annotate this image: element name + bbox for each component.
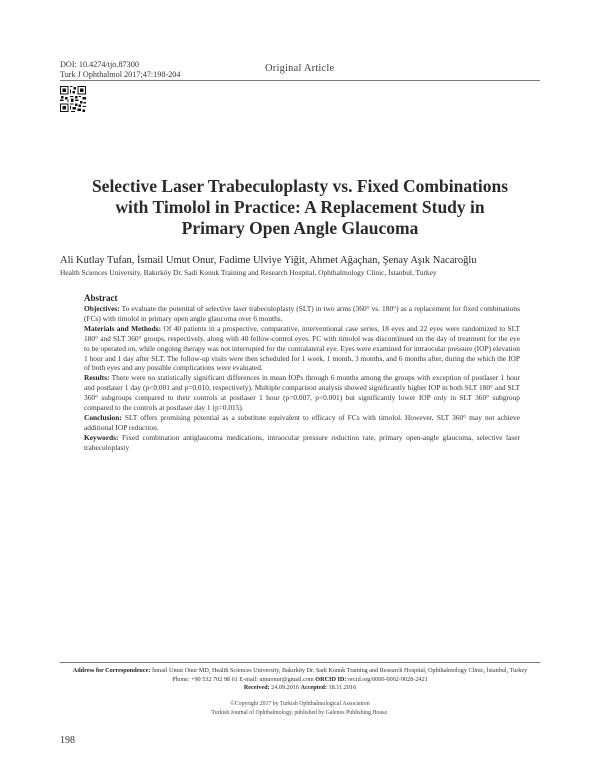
section-text: There were no statistically significant differences in mean IOPs through 6 months among the groups with exception of postlaser 1 hour and postlaser 1 day (p<0.001 and p=0.010, respectively). Multiple comparison analysis showed significantly higher IOP in both SLT 180° and SLT 360° subgroups compared to their controls at postlaser 1 hour (p=0.007, p<0.001) but significantly lower IOP only in SLT 360° subgroup compared to the controls at postlaser day 1 (p=0.015).: [84, 373, 520, 413]
received-label: Received:: [243, 684, 270, 692]
page-number: 198: [60, 735, 75, 746]
copyright-line: ©Copyright 2017 by Turkish Ophthalmological Association: [230, 701, 370, 707]
received-accepted: [60, 684, 540, 693]
article-meta: [60, 60, 180, 80]
title-line: Primary Open Angle Glaucoma: [181, 218, 419, 238]
section-label: Keywords:: [84, 432, 119, 442]
section-text: SLT offers promising potential as a substitute equivalent to efficacy of FCs with timolol. However, SLT 360° may not achieve additional IOP reduction.: [84, 412, 520, 432]
footer-divider: [60, 662, 540, 663]
journal-reference: Turk J Ophthalmol 2017;47:198-204: [60, 70, 181, 79]
correspondence-block: [60, 667, 540, 693]
author-list: Ali Kutlay Tufan, İsmail Umut Onur, Fadime Ulviye Yiğit, Ahmet Ağaçhan, Şenay Aşık Nacaroğlu: [60, 255, 477, 266]
abstract-heading: Abstract: [84, 293, 118, 303]
section-label: Objectives:: [84, 304, 120, 313]
abstract-block: [84, 293, 520, 453]
title-line: Selective Laser Trabeculoplasty vs. Fixed Combinations: [91, 176, 509, 196]
abstract-objectives: [84, 304, 520, 324]
abstract-methods: [84, 324, 520, 374]
correspondence-text: İsmail Umut Onur MD, Health Sciences University, Bakırköy Dr. Sadi Konuk Training and Research Hospital, Ophthalmology Clinic, İstanbul, Turkey: [150, 667, 528, 674]
orcid-value: orcid.org/0000-0002-9028-2421: [346, 675, 428, 683]
phone-email-text: Phone: +90 532 702 98 61 E-mail: umuonur@gmail.com: [172, 675, 316, 683]
correspondence-contact: [60, 676, 540, 685]
section-text: To evaluate the potential of selective laser trabeculoplasty (SLT) in two arms (360° vs. 180°) as a replacement for fixed combinations (FCs) with timolol in primary open angle glaucoma over 6 months.: [84, 304, 520, 323]
doi-text: DOI: 10.4274/tjo.87300: [60, 60, 139, 69]
abstract-keywords: [84, 433, 520, 453]
section-label: Materials and Methods:: [84, 323, 162, 333]
correspondence-label: Address for Correspondence:: [72, 667, 151, 674]
header-divider: [60, 80, 540, 81]
article-title: [60, 176, 540, 239]
author-affiliation: Health Sciences University, Bakırköy Dr. Sadi Konuk Training and Research Hospital, Ophthalmology Clinic, İstanbul, Turkey: [60, 268, 437, 277]
correspondence-address: [60, 667, 540, 676]
section-text: Of 40 patients in a prospective, comparative, interventional case series, 18 eyes and 22 eyes were randomized to SLT 180° and SLT 360° groups, respectively, along with 40 fellow-control eyes. FC with timolol was discontinued on the day of treatment for the eye to be operated on, while ongoing therapy was not interrupted for the contralateral eye. Eyes were examined for intraocular pressure (IOP) elevation 1 hour and 1 day after SLT. The follow-up visits were then scheduled for 1 week, 1 month, 3 months, and 6 months after, during the which the IOP of both eyes and any possible complications were evaluated.: [84, 323, 520, 373]
copyright-block: [60, 700, 540, 717]
received-date: 24.09.2016: [269, 684, 301, 692]
section-label: Results:: [84, 373, 110, 383]
abstract-conclusion: [84, 413, 520, 433]
accepted-date: 18.11.2016: [327, 684, 357, 692]
qr-code-icon: [60, 86, 86, 112]
section-text: Fixed combination antiglaucoma medications, intraocular pressure reduction rate, primary open-angle glaucoma, selective laser trabeculoplasty: [84, 432, 520, 452]
section-label: Conclusion:: [84, 412, 122, 422]
title-line: with Timolol in Practice: A Replacement Study in: [115, 197, 485, 217]
abstract-results: [84, 373, 520, 413]
article-type-label: Original Article: [265, 63, 335, 74]
orcid-label: ORCID ID:: [315, 675, 347, 683]
publisher-line: Turkish Journal of Ophthalmology, published by Galenos Publishing House.: [211, 709, 389, 716]
accepted-label: Accepted:: [300, 684, 327, 692]
